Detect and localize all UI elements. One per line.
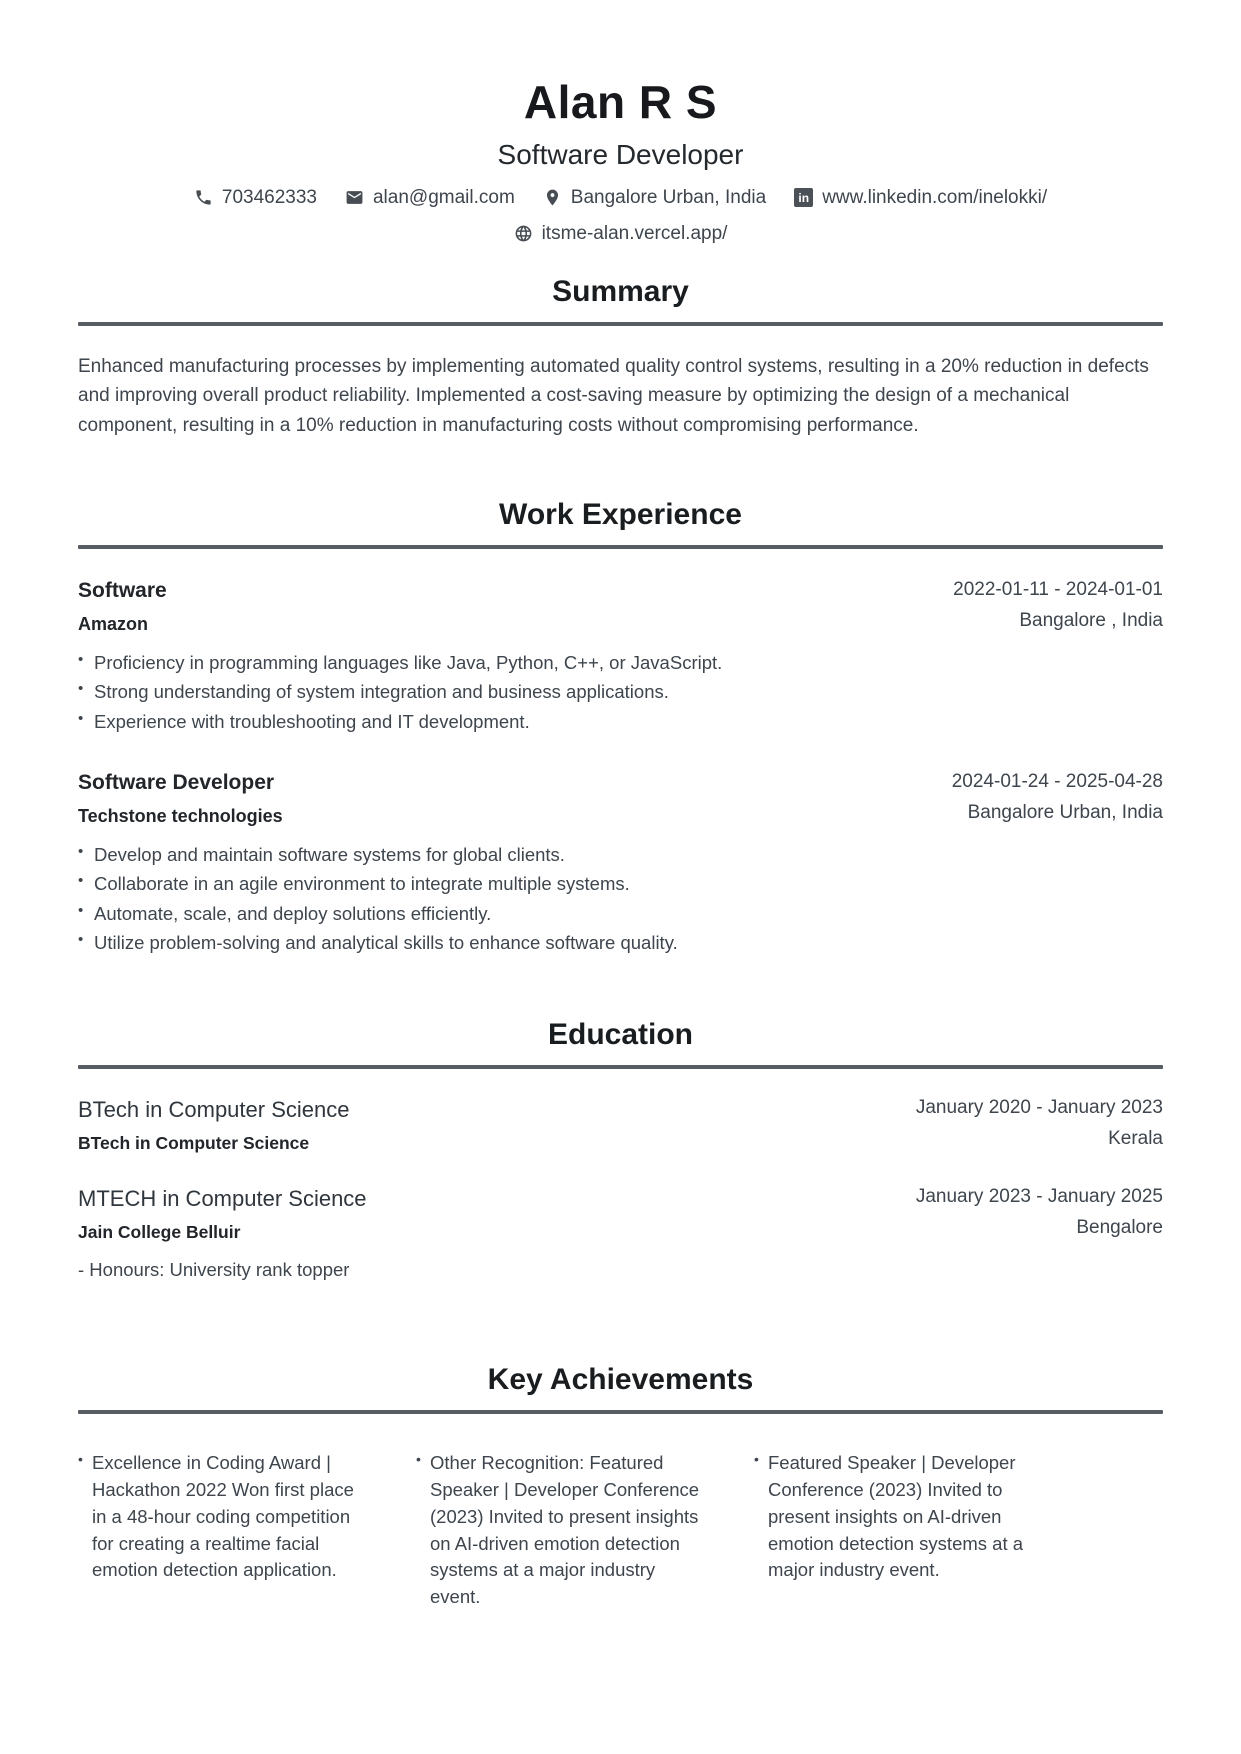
globe-icon	[514, 224, 533, 243]
contact-row-primary	[78, 187, 1163, 209]
section-divider	[78, 1065, 1163, 1069]
contact-row-secondary	[78, 223, 1163, 245]
education-institution: BTech in Computer Science	[78, 1133, 310, 1154]
job-title-company	[78, 579, 167, 635]
job-dates: 2024-01-24 - 2025-04-28	[951, 771, 1163, 792]
section-divider	[78, 322, 1163, 326]
education-dates: January 2020 - January 2023	[915, 1097, 1163, 1119]
education-entry	[78, 1097, 1163, 1154]
location-icon	[543, 188, 562, 207]
work-experience-heading: Work Experience	[499, 498, 742, 532]
job-company: Techstone technologies	[78, 806, 283, 826]
job-bullet-list	[78, 842, 1163, 956]
section-divider	[78, 545, 1163, 549]
linkedin-icon: in	[794, 188, 813, 207]
job-bullet: • Strong understanding of system integration and business applications.	[78, 679, 1163, 705]
education-degree-institution	[78, 1097, 349, 1154]
job-bullet: • Experience with troubleshooting and IT development.	[78, 709, 1163, 735]
education-header	[78, 1097, 1163, 1154]
job-header	[78, 579, 1163, 635]
job-meta	[953, 579, 1163, 632]
contact-linkedin-text: www.linkedin.com/inelokki/	[822, 186, 1048, 208]
education-location: Bengalore	[1076, 1217, 1163, 1239]
achievement-item: • Excellence in Coding Award | Hackathon 2022 Won first place in a 48-hour coding competition for creating a realtime facial emotion detection application.	[78, 1450, 370, 1611]
contact-phone-text: 703462333	[221, 186, 317, 208]
education-entry	[78, 1186, 1163, 1281]
education-meta	[916, 1097, 1163, 1150]
education-note: - Honours: University rank topper	[78, 1259, 350, 1281]
achievements-heading: Key Achievements	[487, 1363, 754, 1397]
job-bullet: • Develop and maintain software systems for global clients.	[78, 842, 1163, 868]
contact-email-text: alan@gmail.com	[372, 186, 515, 208]
education-degree: MTECH in Computer Science	[78, 1186, 367, 1212]
education-institution: Jain College Belluir	[78, 1222, 241, 1243]
job-company: Amazon	[78, 614, 149, 635]
achievement-item: • Featured Speaker | Developer Conference (2023) Invited to present insights on AI-driven emotion detection systems at a major industry event.	[754, 1450, 1046, 1611]
resume-header	[78, 76, 1163, 245]
job-bullet: • Collaborate in an agile environment to integrate multiple systems.	[78, 871, 1163, 897]
contact-location-text: Bangalore Urban, India	[570, 186, 767, 208]
education-section	[78, 1018, 1163, 1281]
education-heading: Education	[547, 1018, 693, 1052]
job-dates: 2022-01-11 - 2024-01-01	[953, 579, 1163, 601]
section-divider	[78, 1410, 1163, 1414]
job-bullet-list	[78, 650, 1163, 735]
job-location: Bangalore Urban, India	[967, 802, 1163, 823]
person-name: Alan R S	[523, 76, 718, 128]
person-title: Software Developer	[497, 138, 744, 170]
contact-email	[345, 187, 515, 209]
job-bullet: • Automate, scale, and deploy solutions efficiently.	[78, 901, 1163, 927]
job-location: Bangalore , India	[1019, 610, 1163, 632]
work-experience-section	[78, 498, 1163, 956]
job-bullet: • Utilize problem-solving and analytical skills to enhance software quality.	[78, 930, 1163, 956]
education-header	[78, 1186, 1163, 1243]
job-entry	[78, 771, 1163, 956]
contact-location	[543, 187, 766, 209]
education-degree-institution	[78, 1186, 367, 1243]
phone-icon	[194, 188, 213, 207]
contact-website	[514, 223, 728, 245]
achievements-grid	[78, 1450, 1163, 1611]
achievement-item: • Other Recognition: Featured Speaker | Developer Conference (2023) Invited to present insights on AI-driven emotion detection systems at a major industry event.	[416, 1450, 708, 1611]
job-bullet: • Proficiency in programming languages like Java, Python, C++, or JavaScript.	[78, 650, 1163, 676]
education-degree: BTech in Computer Science	[78, 1097, 350, 1123]
summary-heading: Summary	[552, 274, 689, 308]
contact-linkedin	[794, 187, 1047, 209]
job-title-company	[78, 771, 283, 827]
summary-section	[78, 275, 1163, 440]
job-header	[78, 771, 1163, 827]
email-icon	[345, 188, 364, 207]
contact-website-text: itsme-alan.vercel.app/	[541, 222, 728, 244]
contact-phone	[194, 187, 317, 209]
job-title: Software	[78, 579, 167, 603]
summary-text: Enhanced manufacturing processes by implementing automated quality control systems, resulting in a 20% reduction in defects and improving overall product reliability. Implemented a cost-saving measure by optimizing the design of a mechanical component, resulting in a 10% reduction in manufacturing costs without compromising performance.	[78, 355, 1149, 436]
education-dates: January 2023 - January 2025	[915, 1186, 1163, 1208]
job-title: Software Developer	[78, 771, 275, 794]
education-meta	[916, 1186, 1163, 1239]
education-location: Kerala	[1108, 1128, 1163, 1150]
job-meta	[952, 771, 1163, 824]
job-entry	[78, 579, 1163, 735]
achievements-section	[78, 1363, 1163, 1611]
